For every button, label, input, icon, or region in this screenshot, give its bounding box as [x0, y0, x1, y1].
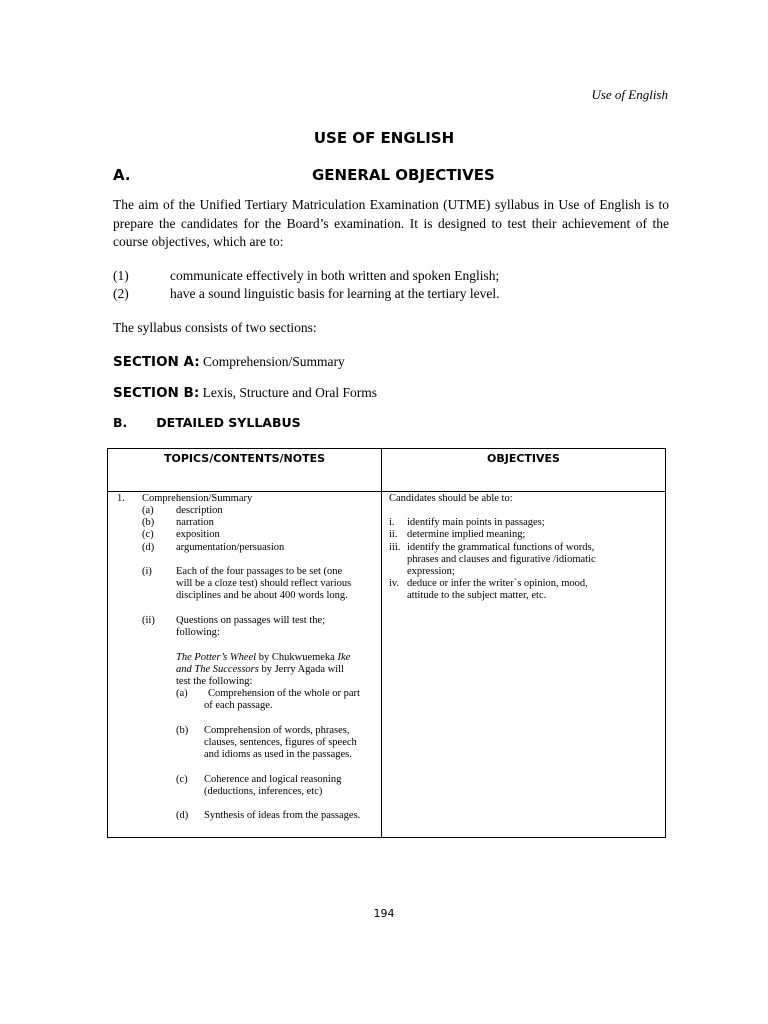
- intro-paragraph: The aim of the Unified Tertiary Matriculation Examination (UTME) syllabus in Use of English is to prepare the candidates for the Board’s examination. It is designed to test their achievement of the course objectives, which are to:: [113, 197, 669, 249]
- set-text-line: [176, 652, 350, 664]
- objective-num: ii.: [389, 529, 398, 540]
- objective-number: (2): [113, 286, 129, 301]
- section-text: Comprehension/Summary: [203, 354, 345, 369]
- objective-number: (1): [113, 268, 129, 283]
- note-line: Questions on passages will test the;: [176, 615, 326, 626]
- objective-text: have a sound linguistic basis for learning at the tertiary level.: [170, 286, 500, 301]
- sub-item-label: (b): [142, 517, 155, 528]
- sub-item-label: (d): [142, 542, 155, 553]
- test-line: Coherence and logical reasoning: [204, 774, 342, 785]
- test-label: (b): [176, 725, 189, 736]
- section-b-title: DETAILED SYLLABUS: [156, 415, 301, 430]
- set-text-line: test the following:: [176, 676, 253, 687]
- section-line: [113, 354, 345, 370]
- sections-intro: The syllabus consists of two sections:: [113, 320, 317, 335]
- objective-line: identify main points in passages;: [407, 517, 545, 528]
- author-text: by Jerry Agada will: [258, 664, 344, 675]
- objective-num: iii.: [389, 542, 401, 553]
- test-label: (d): [176, 810, 189, 821]
- sub-item-text: argumentation/persuasion: [176, 542, 285, 553]
- test-line: and idioms as used in the passages.: [204, 749, 352, 760]
- book-title: The Potter’s Wheel: [176, 652, 257, 663]
- test-label: (c): [176, 774, 188, 785]
- section-a-title: GENERAL OBJECTIVES: [312, 166, 495, 184]
- section-b-letter: B.: [113, 415, 128, 430]
- note-line: disciplines and be about 400 words long.: [176, 590, 348, 601]
- test-line: of each passage.: [204, 700, 273, 711]
- running-header: Use of English: [591, 87, 668, 102]
- column-header-topics: TOPICS/CONTENTS/NOTES: [163, 452, 326, 465]
- test-line: Synthesis of ideas from the passages.: [204, 810, 361, 821]
- book-title: Ike: [337, 652, 351, 663]
- objective-line: identify the grammatical functions of words,: [407, 542, 595, 553]
- test-label: (a): [176, 688, 188, 699]
- page-number: 194: [373, 907, 395, 920]
- objective-item: [113, 286, 500, 302]
- objective-line: deduce or infer the writer`s opinion, mood,: [407, 578, 588, 589]
- author-text: by Chukwuemeka: [256, 652, 338, 663]
- note-label: (ii): [142, 615, 155, 626]
- section-a-letter: A.: [113, 166, 131, 184]
- objectives-intro: Candidates should be able to:: [389, 493, 513, 504]
- note-line: Each of the four passages to be set (one: [176, 566, 343, 577]
- header-divider: [108, 491, 665, 492]
- note-line: will be a cloze test) should reflect various: [176, 578, 352, 589]
- objective-line: attitude to the subject matter, etc.: [407, 590, 547, 601]
- note-label: (i): [142, 566, 152, 577]
- note-line: following:: [176, 627, 220, 638]
- objective-item: [113, 268, 499, 284]
- sub-item-label: (c): [142, 529, 154, 540]
- page-title: USE OF ENGLISH: [313, 129, 455, 147]
- column-divider: [381, 449, 382, 837]
- section-label: SECTION A:: [113, 354, 200, 370]
- test-line: clauses, sentences, figures of speech: [204, 737, 357, 748]
- column-header-objectives: OBJECTIVES: [487, 452, 560, 465]
- sub-item-text: description: [176, 505, 223, 516]
- objective-num: i.: [389, 517, 395, 528]
- topic-title: Comprehension/Summary: [142, 493, 253, 504]
- section-b-heading: [113, 415, 301, 430]
- syllabus-table: [107, 448, 666, 838]
- set-text-line: [176, 664, 344, 676]
- book-title: and The Successors: [176, 664, 259, 675]
- sub-item-text: narration: [176, 517, 214, 528]
- objective-line: expression;: [407, 566, 455, 577]
- sub-item-label: (a): [142, 505, 154, 516]
- sub-item-text: exposition: [176, 529, 220, 540]
- objective-text: communicate effectively in both written and spoken English;: [170, 268, 500, 283]
- topic-number: 1.: [117, 493, 125, 504]
- objective-num: iv.: [389, 578, 400, 589]
- objective-line: determine implied meaning;: [407, 529, 526, 540]
- section-text: Lexis, Structure and Oral Forms: [202, 385, 377, 400]
- test-line: Comprehension of the whole or part: [208, 688, 360, 699]
- test-line: (deductions, inferences, etc): [204, 786, 323, 797]
- test-line: Comprehension of words, phrases,: [204, 725, 350, 736]
- section-label: SECTION B:: [113, 385, 200, 401]
- objective-line: phrases and clauses and figurative /idiomatic: [407, 554, 596, 565]
- section-line: [113, 385, 377, 401]
